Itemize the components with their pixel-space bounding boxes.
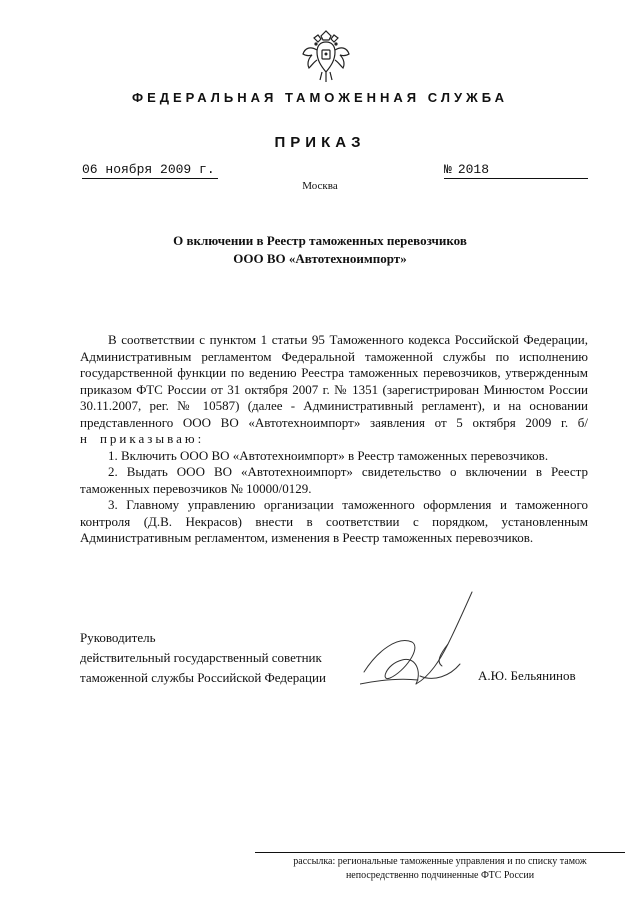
document-type: ПРИКАЗ: [274, 134, 366, 151]
handwritten-signature: [360, 580, 490, 700]
signer-block: [80, 628, 380, 688]
order-title-line2: ООО ВО «Автотехноимпорт»: [233, 251, 407, 266]
order-title: [0, 232, 640, 268]
preamble-paragraph: [80, 332, 588, 448]
order-date: 06 ноября 2009 г.: [82, 162, 218, 179]
number-sign: №: [444, 162, 452, 177]
order-title-line1: О включении в Реестр таможенных перевозчиков: [173, 233, 467, 248]
signer-name: А.Ю. Бельянинов: [478, 668, 576, 683]
distribution-list: [255, 852, 625, 883]
distribution-line2: непосредственно подчиненные ФТС России: [345, 870, 535, 881]
preamble-text: В соответствии с пунктом 1 статьи 95 Таможенного кодекса Российской Федерации, Административным регламентом Федеральной таможенной службы по исполнению государственной функции по ведению Реестра таможенных перевозчиков, утвержденным приказом ФТС России от 31 октября 2007 г. № 1351 (зарегистрирован Минюстом России 30.11.2007, рег. № 10587) (далее - Административный регламент), и на основании представленного ООО ВО «Автотехноимпорт» заявления от 5 октября 2009 г. б/н: [80, 332, 588, 446]
signer-title-line2: действительный государственный советник: [80, 650, 322, 665]
order-body: [80, 332, 588, 547]
distribution-line1: рассылка: региональные таможенные управления и по списку тамож: [293, 856, 587, 867]
order-number: 2018: [457, 162, 490, 177]
order-number-field: [444, 162, 588, 179]
order-item-3: 3. Главному управлению организации таможенного оформления и таможенного контроля (Д.В. Некрасов) внести в соответствии с порядком, установленным Административным регламентом, изменения в Реестр таможенных перевозчиков.: [80, 497, 588, 545]
signer-title-line1: Руководитель: [80, 630, 156, 645]
order-item-1: 1. Включить ООО ВО «Автотехноимпорт» в Реестр таможенных перевозчиков.: [108, 447, 549, 463]
order-city: Москва: [302, 180, 338, 192]
order-item-2: 2. Выдать ООО ВО «Автотехноимпорт» свидетельство о включении в Реестр таможенных перевозчиков № 10000/0129.: [80, 464, 588, 496]
command-word: приказываю:: [99, 431, 205, 446]
russian-double-headed-eagle-icon: [300, 28, 352, 86]
signer-title-line3: таможенной службы Российской Федерации: [80, 670, 326, 685]
agency-name: ФЕДЕРАЛЬНАЯ ТАМОЖЕННАЯ СЛУЖБА: [131, 90, 509, 105]
